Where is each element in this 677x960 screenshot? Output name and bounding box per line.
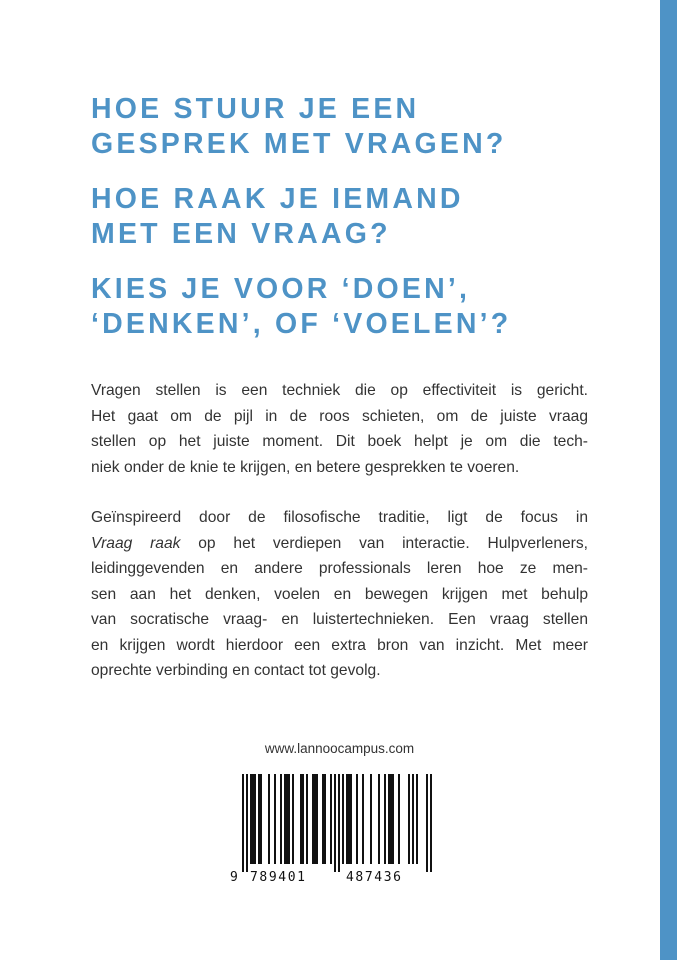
blurb-line: Het gaat om de pijl in de roos schieten, om de juiste vraag: [91, 407, 588, 425]
barcode-bar: [322, 774, 324, 864]
barcode-group-1: 789401: [250, 870, 307, 885]
blurb-paragraph-2: [91, 505, 588, 684]
barcode-bar: [246, 774, 248, 872]
barcode-bar: [348, 774, 350, 864]
barcode-bar: [412, 774, 414, 864]
barcode-digits: [228, 870, 442, 888]
blurb-line: [91, 531, 588, 557]
barcode-bar: [342, 774, 344, 864]
blurb-line: Vragen stellen is een techniek die op effectiviteit is gericht.: [91, 382, 588, 399]
blurb-line: leidinggevenden en andere professionals leren hoe ze men-: [91, 560, 588, 577]
blurb-line: van socratische vraag- en luistertechnieken. Een vraag stellen: [91, 611, 588, 628]
blurb-line: stellen op het juiste moment. Dit boek helpt je om die tech-: [91, 433, 588, 450]
headline-1: [91, 92, 631, 162]
headline-1-line-2: GESPREK MET VRAGEN?: [91, 128, 507, 160]
barcode-bar: [356, 774, 358, 864]
headline-2: [91, 182, 631, 252]
headline-3: [91, 272, 631, 342]
barcode-bar: [286, 774, 288, 864]
barcode-bar: [300, 774, 302, 864]
blurb-line: Geïnspireerd door de filosofische traditie, ligt de focus in: [91, 509, 588, 526]
barcode-bar: [346, 774, 348, 864]
headline-2-line-2: MET EEN VRAAG?: [91, 218, 391, 250]
barcode-bar: [408, 774, 410, 864]
barcode-bar: [254, 774, 256, 864]
headline-2-line-1: HOE RAAK JE IEMAND: [91, 183, 464, 215]
barcode-bar: [274, 774, 276, 864]
barcode-bar: [398, 774, 400, 864]
barcode-bar: [430, 774, 432, 872]
barcode-bar: [384, 774, 386, 864]
blurb-paragraph-1: [91, 378, 588, 480]
barcode-bar: [416, 774, 418, 864]
blurb-line: niek onder de knie te krijgen, en betere gesprekken te voeren.: [91, 458, 520, 476]
headline-3-line-2: ‘DENKEN’, OF ‘VOELEN’?: [91, 308, 512, 340]
isbn-barcode: [228, 768, 442, 890]
barcode-bar: [252, 774, 254, 864]
blurb-line-rest: op het verdiepen van interactie. Hulpverleners,: [180, 534, 589, 552]
barcode-bar: [314, 774, 316, 864]
barcode-bar: [330, 774, 332, 864]
barcode-bar: [250, 774, 252, 864]
blurb-line: oprechte verbinding en contact tot gevolg.: [91, 662, 381, 679]
headline-3-line-1: KIES JE VOOR ‘DOEN’,: [91, 273, 471, 305]
barcode-bar: [268, 774, 270, 864]
blurb-line: en krijgen wordt hierdoor een extra bron van inzicht. Met meer: [91, 636, 588, 654]
barcode-bar: [370, 774, 372, 864]
book-title-italic: Vraag raak: [91, 534, 181, 552]
barcode-group-2: 487436: [346, 870, 403, 885]
headline-block: [91, 92, 631, 362]
barcode-bar: [258, 774, 260, 864]
barcode-bar: [316, 774, 318, 864]
barcode-bars: [228, 768, 442, 872]
barcode-bar: [284, 774, 286, 864]
barcode-bar: [306, 774, 308, 864]
barcode-bar: [390, 774, 392, 864]
barcode-bar: [334, 774, 336, 872]
barcode-bar: [338, 774, 340, 872]
barcode-bar: [388, 774, 390, 864]
blurb: [91, 378, 588, 709]
barcode-bar: [302, 774, 304, 864]
barcode-bar: [288, 774, 290, 864]
barcode-bar: [260, 774, 262, 864]
barcode-bar: [292, 774, 294, 864]
barcode-bar: [324, 774, 326, 864]
barcode-bar: [426, 774, 428, 872]
barcode-bar: [362, 774, 364, 864]
barcode-bar: [280, 774, 282, 864]
barcode-bar: [378, 774, 380, 864]
barcode-bar: [392, 774, 394, 864]
barcode-first-digit: 9: [230, 870, 238, 885]
headline-1-line-1: HOE STUUR JE EEN: [91, 93, 420, 125]
spine-stripe: [660, 0, 677, 960]
barcode-bar: [312, 774, 314, 864]
publisher-website: www.lannoocampus.com: [264, 741, 415, 756]
barcode-bar: [350, 774, 352, 864]
barcode-bar: [242, 774, 244, 872]
blurb-line: sen aan het denken, voelen en bewegen krijgen met behulp: [91, 585, 588, 603]
